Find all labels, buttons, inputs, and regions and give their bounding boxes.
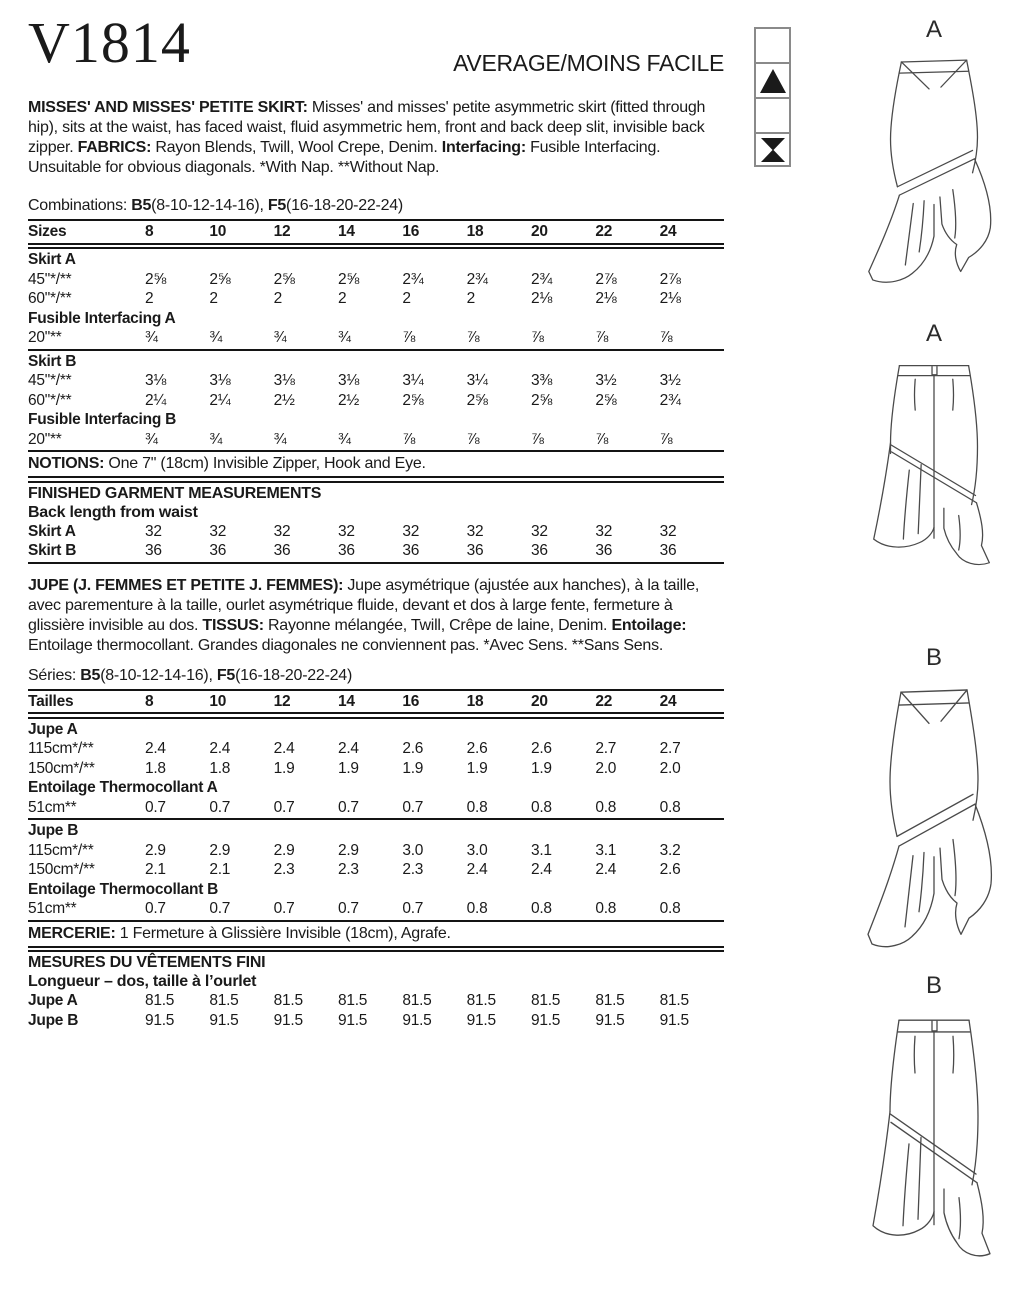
pattern-number: V1814 (28, 10, 191, 75)
table-row (28, 270, 724, 290)
skirt-b-front-illustration (849, 676, 1019, 958)
table-row (28, 222, 724, 242)
table-cell: 36 (659, 542, 677, 559)
table-cell: 81.5 (209, 992, 239, 1009)
text-segment: Combinations: (28, 197, 132, 214)
skirt-b-yardage-table (28, 352, 724, 450)
table-cell: 12 (273, 692, 291, 710)
text-column (28, 0, 724, 1030)
row-label: 150cm*/** (28, 861, 95, 878)
text-segment: B5 (80, 666, 101, 684)
table-cell: ¾ (145, 329, 158, 346)
description-english (28, 98, 724, 178)
table-cell: 1.8 (145, 759, 166, 777)
table-cell: 2.7 (659, 740, 681, 757)
row-label: Skirt B (28, 542, 77, 559)
table-cell: 36 (595, 542, 613, 559)
text-segment: F5 (267, 197, 287, 214)
table-cell: 32 (145, 522, 162, 540)
table-cell: 10 (209, 692, 227, 710)
table-row (28, 899, 724, 919)
table-cell: 32 (466, 522, 484, 540)
row-label: Jupe B (28, 822, 79, 839)
table-cell: 24 (659, 223, 677, 240)
text-segment: FABRICS: (77, 139, 152, 156)
table-cell: 22 (595, 692, 613, 710)
view-a-front (846, 16, 1022, 292)
table-row (28, 289, 724, 309)
table-cell: 2⅝ (466, 391, 488, 409)
table-cell: 3.1 (531, 841, 552, 859)
rating-cell-empty (754, 27, 791, 62)
table-row (28, 430, 724, 450)
text-segment: Rayon Blends, Twill, Wool Crepe, Denim. (151, 139, 442, 156)
table-cell: 2 (338, 290, 347, 307)
table-cell: ¾ (338, 329, 351, 346)
text-segment: Fusible Interfacing. Unsuitable for obvious diagonals. *With Nap. **Without Nap. (28, 139, 661, 176)
table-cell: 18 (466, 692, 484, 710)
table-cell: 2.6 (402, 740, 424, 757)
table-row (28, 1011, 724, 1031)
table-cell: 2½ (273, 391, 295, 409)
table-cell: 0.8 (531, 900, 552, 917)
table-cell: 36 (209, 542, 227, 559)
row-label: Entoilage Thermocollant B (28, 880, 219, 898)
table-cell: 0.8 (659, 798, 681, 816)
table-cell: 2⅞ (659, 270, 681, 288)
table-cell: ¾ (273, 329, 287, 346)
table-cell: 36 (145, 542, 162, 559)
table-cell: 2.4 (531, 861, 552, 878)
mesures-subtitle: Longueur – dos, taille à l’ourlet (28, 973, 257, 990)
table-cell: 0.7 (338, 900, 359, 917)
rating-cell-empty (754, 97, 791, 132)
table-row (28, 720, 724, 740)
text-segment: Jupe asymétrique (ajustée aux hanches), à la taille, avec parementure à la taille, ourlet asymétrique fluide, devant et dos à large fente, fermeture à glissière invisible au dos. (28, 576, 700, 634)
table-cell: 2 (402, 290, 411, 307)
table-cell: 32 (531, 522, 548, 540)
row-label: 51cm** (28, 798, 77, 816)
table-cell: 2⅛ (531, 290, 553, 307)
table-cell: ⅞ (595, 329, 609, 346)
text-segment: B5 (131, 197, 152, 214)
table-cell: 2.9 (145, 841, 166, 859)
table-cell: 3½ (659, 372, 681, 389)
table-cell: 1.9 (273, 759, 295, 777)
table-row (28, 522, 724, 542)
row-label: 45"*/** (28, 372, 72, 389)
table-cell: 2.3 (402, 861, 424, 878)
table-cell: 8 (145, 692, 154, 710)
table-cell: 91.5 (659, 1011, 689, 1029)
row-label: 60"*/** (28, 391, 72, 409)
table-cell: ⅞ (402, 329, 416, 346)
table-cell: ⅞ (595, 430, 609, 448)
table-row (28, 798, 724, 818)
text-segment: 1 Fermeture à Glissière Invisible (18cm), Agrafe. (115, 924, 451, 942)
view-label: A (925, 320, 942, 347)
table-cell: 1.9 (402, 759, 424, 777)
table-cell: 0.7 (209, 798, 231, 816)
tailles-header-row (28, 692, 724, 712)
table-cell: 81.5 (338, 992, 368, 1009)
table-cell: 91.5 (402, 1011, 432, 1029)
row-label: Skirt A (28, 522, 76, 540)
table-row (28, 371, 724, 391)
notions-line (28, 453, 724, 475)
table-cell: ⅞ (466, 329, 480, 346)
table-cell: 2⅝ (595, 391, 617, 409)
rule-divider (28, 450, 724, 452)
table-cell: 91.5 (209, 1011, 239, 1029)
text-segment: Entoilage thermocollant. Grandes diagonales ne conviennent pas. *Avec Sens. **Sans Sens. (28, 636, 664, 654)
table-row (28, 991, 724, 1011)
table-cell: 2.3 (338, 861, 359, 878)
finished-measurements-subtitle: Back length from waist (28, 503, 198, 521)
table-cell: ⅞ (402, 430, 416, 448)
table-cell: 2¾ (531, 270, 553, 288)
table-cell: 2.4 (595, 861, 617, 878)
mercerie-line (28, 923, 724, 945)
row-label: 51cm** (28, 900, 77, 917)
table-cell: 24 (659, 692, 677, 710)
table-cell: 2⅛ (659, 290, 681, 307)
row-label: 150cm*/** (28, 759, 95, 777)
table-cell: 91.5 (466, 1011, 496, 1029)
table-cell: 2 (209, 290, 218, 307)
table-cell: 3.0 (402, 841, 424, 859)
table-cell: 81.5 (402, 992, 432, 1009)
table-cell: ⅞ (659, 430, 673, 448)
table-cell: ¾ (273, 430, 287, 448)
mesures-table (28, 991, 724, 1030)
rule-divider (28, 920, 724, 922)
row-label: Jupe A (28, 720, 78, 738)
text-segment: (16-18-20-22-24) (286, 197, 403, 214)
table-cell: 2¼ (209, 391, 231, 409)
table-cell: 2 (273, 290, 283, 307)
table-row (28, 860, 724, 880)
row-label: Fusible Interfacing A (28, 309, 176, 327)
row-label: Entoilage Thermocollant A (28, 779, 218, 796)
jupe-a-metrage-table (28, 720, 724, 818)
table-cell: 0.8 (659, 900, 681, 917)
table-cell: ¾ (145, 430, 158, 448)
table-row (28, 778, 724, 798)
table-cell: 91.5 (531, 1011, 561, 1029)
sizes-header-row (28, 222, 724, 242)
table-cell: 0.8 (466, 798, 488, 816)
table-cell: 2.4 (209, 740, 231, 757)
table-cell: ⅞ (466, 430, 480, 448)
view-label: A (925, 16, 942, 43)
table-cell: 2 (466, 290, 476, 307)
skirt-a-back-illustration (850, 352, 1018, 590)
row-label: Jupe B (28, 1011, 79, 1029)
table-cell: 2.1 (145, 861, 166, 878)
table-cell: ⅞ (531, 430, 544, 448)
table-cell: 32 (338, 522, 355, 540)
rule-divider (28, 349, 724, 351)
table-cell: 2¾ (402, 270, 424, 288)
table-cell: 81.5 (466, 992, 496, 1009)
table-cell: 32 (402, 522, 420, 540)
difficulty-label: AVERAGE/MOINS FACILE (453, 50, 724, 76)
table-cell: 2.9 (338, 841, 359, 859)
table-cell: 14 (338, 692, 355, 710)
table-cell: 81.5 (659, 992, 689, 1009)
table-cell: 91.5 (595, 1011, 625, 1029)
text-segment: Entoilage: (611, 616, 687, 634)
table-cell: 2.6 (659, 861, 681, 878)
text-segment: MISSES' AND MISSES' PETITE SKIRT: (28, 99, 308, 116)
rule-divider-double (28, 946, 724, 953)
row-label: Skirt A (28, 251, 76, 268)
table-cell: 2¾ (659, 391, 681, 409)
table-cell: 3⅜ (531, 372, 553, 389)
table-row (28, 309, 724, 329)
table-cell: 0.7 (338, 798, 359, 816)
table-cell: 1.9 (531, 759, 552, 777)
table-cell: 1.9 (338, 759, 359, 777)
table-cell: 0.7 (209, 900, 231, 917)
text-segment: JUPE (J. FEMMES ET PETITE J. FEMMES): (28, 576, 344, 594)
text-segment: Séries: (28, 666, 81, 684)
table-cell: 2⅝ (338, 270, 360, 288)
table-row (28, 391, 724, 411)
text-segment: (16-18-20-22-24) (235, 666, 353, 684)
table-cell: 3.2 (659, 841, 681, 859)
table-cell: 32 (659, 522, 677, 540)
table-cell: 18 (466, 223, 484, 240)
text-segment: One 7" (18cm) Invisible Zipper, Hook and Eye. (104, 455, 426, 472)
table-cell: 10 (209, 223, 227, 240)
row-label: 60"*/** (28, 290, 72, 307)
view-label: B (925, 644, 942, 671)
table-cell: 0.7 (402, 798, 424, 816)
table-row (28, 821, 724, 841)
text-segment: TISSUS: (202, 616, 264, 634)
table-cell: 2⅝ (531, 391, 553, 409)
table-cell: 0.8 (531, 798, 552, 816)
rule-divider-double (28, 476, 724, 483)
table-cell: 3⅛ (273, 372, 295, 389)
table-cell: 8 (145, 223, 154, 240)
table-cell: 2.4 (338, 740, 359, 757)
combinations-line (28, 196, 724, 216)
table-cell: 0.7 (273, 900, 295, 917)
table-row (28, 739, 724, 759)
table-cell: 2⅞ (595, 270, 617, 288)
finished-measurements-table (28, 522, 724, 561)
table-cell: 2¼ (145, 391, 167, 409)
skirt-a-front-illustration (850, 48, 1018, 292)
table-cell: 1.8 (209, 759, 231, 777)
table-cell: 2.4 (145, 740, 166, 757)
table-cell: 20 (531, 692, 548, 710)
table-cell: 2.4 (466, 861, 488, 878)
table-cell: 16 (402, 692, 420, 710)
row-label: Tailles (28, 692, 74, 710)
table-cell: 2.0 (659, 759, 681, 777)
table-cell: 2⅝ (145, 270, 167, 288)
table-cell: ⅞ (659, 329, 673, 346)
table-cell: 2¾ (466, 270, 488, 288)
table-cell: ¾ (338, 430, 351, 448)
table-cell: 2⅝ (273, 270, 295, 288)
series-line (28, 666, 724, 686)
rule-divider-double (28, 712, 724, 719)
table-cell: 2.6 (531, 740, 552, 757)
table-cell: 81.5 (145, 992, 175, 1009)
view-a-back (846, 320, 1022, 590)
view-b-back (846, 972, 1022, 1286)
triangle-up-icon (759, 68, 787, 94)
text-segment: (8-10-12-14-16), (100, 666, 217, 684)
table-cell: 2.0 (595, 759, 617, 777)
table-cell: 2.9 (273, 841, 295, 859)
table-cell: 3⅛ (209, 372, 231, 389)
table-row (28, 841, 724, 861)
text-segment: (8-10-12-14-16), (151, 197, 268, 214)
table-cell: 32 (595, 522, 613, 540)
row-label: Sizes (28, 223, 67, 240)
rule-divider (28, 818, 724, 820)
table-cell: 32 (273, 522, 291, 540)
view-label: B (925, 972, 942, 999)
table-cell: 22 (595, 223, 613, 240)
description-french (28, 576, 724, 656)
text-segment: MERCERIE: (28, 924, 116, 942)
table-cell: 0.7 (145, 900, 166, 917)
table-cell: ⅞ (531, 329, 544, 346)
table-cell: ¾ (209, 430, 223, 448)
rule-divider-double (28, 243, 724, 250)
difficulty-rating-strip (754, 27, 791, 167)
table-cell: 81.5 (531, 992, 561, 1009)
table-cell: 20 (531, 223, 548, 240)
table-cell: 36 (402, 542, 420, 559)
hourglass-icon (760, 137, 786, 163)
jupe-b-metrage-table (28, 821, 724, 919)
row-label: Jupe A (28, 992, 78, 1009)
table-cell: 36 (273, 542, 291, 559)
text-segment: Interfacing: (441, 139, 526, 156)
table-cell: 0.8 (595, 798, 617, 816)
rating-cell-hourglass-icon (754, 132, 791, 167)
table-cell: 3¼ (466, 372, 488, 389)
table-cell: 81.5 (595, 992, 625, 1009)
text-segment: Misses' and misses' petite asymmetric skirt (fitted through hip), sits at the waist, has faced waist, fluid asymmetric hem, front and back deep slit, invisible back zipper. (28, 99, 706, 156)
skirt-a-yardage-table (28, 250, 724, 348)
skirt-b-back-illustration (849, 1004, 1019, 1286)
table-cell: 2⅛ (595, 290, 617, 307)
table-cell: 81.5 (273, 992, 303, 1009)
table-row (28, 759, 724, 779)
table-cell: 3⅛ (338, 372, 360, 389)
row-label: 45"*/** (28, 270, 72, 288)
rating-cell-triangle-icon (754, 62, 791, 97)
table-cell: 0.7 (145, 798, 166, 816)
table-cell: 2½ (338, 391, 360, 409)
table-row (28, 352, 724, 372)
table-cell: 2⅝ (209, 270, 231, 288)
table-cell: 12 (273, 223, 291, 240)
mesures-title: MESURES DU VÊTEMENTS FINI (28, 954, 266, 971)
table-cell: 0.8 (595, 900, 617, 917)
table-cell: 2.7 (595, 740, 617, 757)
rule-divider (28, 219, 724, 221)
table-cell: ¾ (209, 329, 223, 346)
table-cell: 2.4 (273, 740, 295, 757)
table-cell: 2⅝ (402, 391, 424, 409)
table-row (28, 692, 724, 712)
row-label: Skirt B (28, 352, 77, 370)
table-cell: 2.3 (273, 861, 295, 878)
row-label: 115cm*/** (28, 841, 94, 859)
table-cell: 0.7 (273, 798, 295, 816)
table-cell: 2.6 (466, 740, 488, 757)
table-cell: 36 (531, 542, 548, 559)
table-cell: 91.5 (273, 1011, 303, 1029)
rule-divider (28, 562, 724, 564)
table-cell: 3¼ (402, 372, 424, 389)
row-label: 20"** (28, 430, 62, 448)
table-cell: 3½ (595, 372, 617, 389)
table-cell: 1.9 (466, 759, 488, 777)
rule-divider (28, 689, 724, 691)
table-row (28, 250, 724, 270)
table-cell: 0.8 (466, 900, 488, 917)
table-cell: 3⅛ (145, 372, 167, 389)
text-segment: F5 (216, 666, 236, 684)
table-row (28, 410, 724, 430)
table-cell: 2 (145, 290, 154, 307)
table-cell: 2.9 (209, 841, 231, 859)
text-segment: NOTIONS: (28, 455, 105, 472)
table-cell: 16 (402, 223, 420, 240)
table-cell: 36 (338, 542, 355, 559)
table-cell: 14 (338, 223, 355, 240)
row-label: 115cm*/** (28, 740, 94, 757)
table-cell: 0.7 (402, 900, 424, 917)
table-cell: 3.0 (466, 841, 488, 859)
table-cell: 91.5 (145, 1011, 175, 1029)
table-row (28, 880, 724, 900)
row-label: 20"** (28, 329, 62, 346)
table-cell: 91.5 (338, 1011, 368, 1029)
table-row (28, 328, 724, 348)
table-cell: 36 (466, 542, 484, 559)
table-cell: 2.1 (209, 861, 231, 878)
text-segment: Rayonne mélangée, Twill, Crêpe de laine, Denim. (263, 616, 612, 634)
table-row (28, 541, 724, 561)
table-cell: 3.1 (595, 841, 617, 859)
row-label: Fusible Interfacing B (28, 411, 177, 428)
table-cell: 32 (209, 522, 227, 540)
finished-measurements-title: FINISHED GARMENT MEASUREMENTS (28, 484, 322, 502)
view-b-front (846, 644, 1022, 958)
